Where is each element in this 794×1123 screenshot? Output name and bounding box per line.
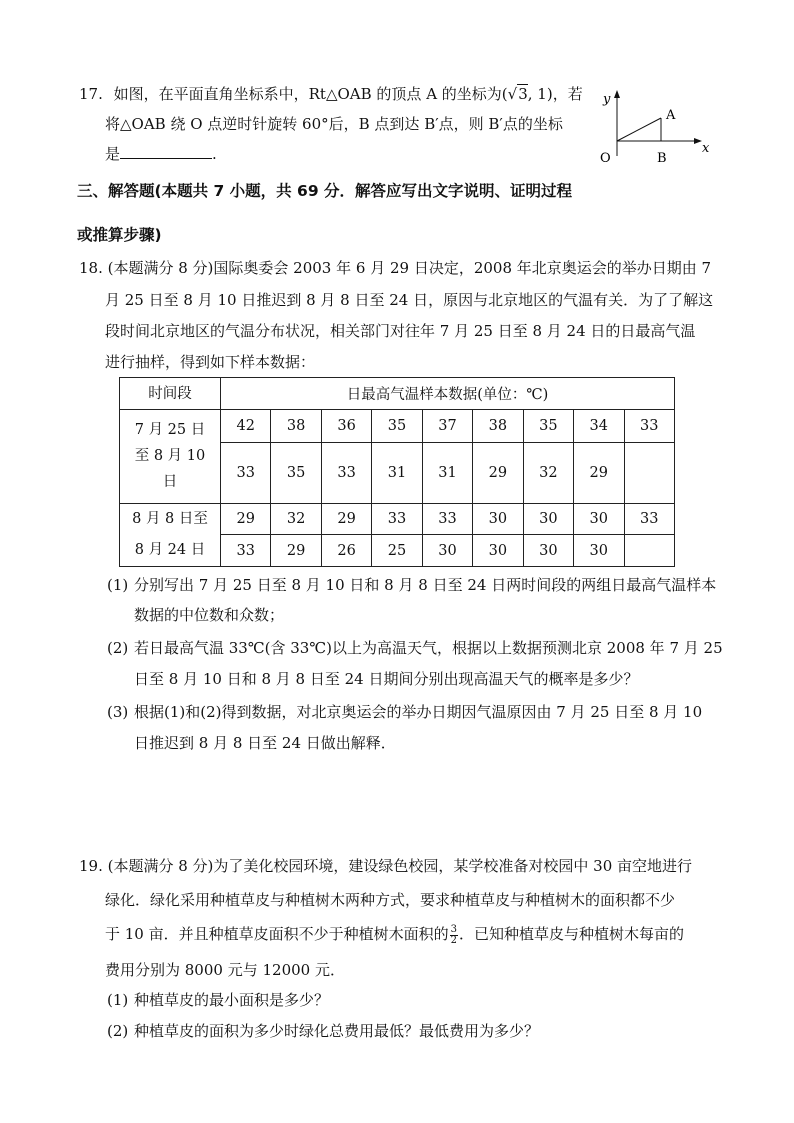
- table-cell: 36: [321, 410, 371, 443]
- q17-text-3b: .: [212, 145, 217, 163]
- q17-coordinate-figure: [592, 86, 714, 166]
- q18-sub1-line2: 数据的中位数和众数；: [134, 606, 285, 624]
- table-cell: 33: [372, 503, 422, 535]
- table-cell: [624, 535, 675, 567]
- period-1-line-2: 至 8 月 10: [134, 448, 206, 465]
- q18-sub1-number: (1): [107, 576, 129, 594]
- section3-heading-line1: 三、解答题(本题共 7 小题，共 69 分．解答应写出文字说明、证明过程: [77, 182, 573, 200]
- q18-intro-line2: 月 25 日至 8 月 10 日推迟到 8 月 8 日至 24 日，原因与北京地区的气温有关．为了了解这: [105, 291, 714, 309]
- table-cell: 33: [321, 443, 371, 503]
- q17-text-3a: 是: [105, 145, 121, 163]
- table-cell: 33: [422, 503, 472, 535]
- q17-line1: [79, 84, 583, 104]
- q19-line4: 费用分别为 8000 元与 12000 元．: [105, 961, 345, 979]
- table-cell: 38: [271, 410, 321, 443]
- q18-sub3-number: (3): [107, 703, 129, 721]
- table-cell: 25: [372, 535, 422, 567]
- table-cell: 35: [523, 410, 573, 443]
- table-cell: 31: [372, 443, 422, 503]
- q18-sub2-number: (2): [107, 639, 129, 657]
- x-axis-label: x: [702, 141, 710, 156]
- period-2-line-2: 8 月 24 日: [134, 541, 206, 558]
- q18-sub3-line2: 日推迟到 8 月 8 日至 24 日做出解释．: [134, 734, 396, 752]
- fraction-numerator: 3: [450, 923, 458, 935]
- table-cell: 30: [523, 535, 573, 567]
- table-cell: 29: [574, 443, 624, 503]
- table-cell: 32: [271, 503, 321, 535]
- table-cell: 38: [473, 410, 523, 443]
- q18-intro-line3: 段时间北京地区的气温分布状况，相关部门对往年 7 月 25 日至 8 月 24 日的日最高气温: [105, 322, 696, 340]
- period-cell-1: [120, 410, 221, 503]
- table-cell: 33: [221, 535, 271, 567]
- table-cell: 35: [271, 443, 321, 503]
- period-1-line-1: 7 月 25 日: [134, 422, 206, 439]
- col-header-period: 时间段: [120, 378, 221, 410]
- q19-line1: 19. (本题满分 8 分)为了美化校园环境，建设绿色校园，某学校准备对校园中 30 亩空地进行: [79, 857, 693, 875]
- q18-sub2-line2: 日至 8 月 10 日和 8 月 8 日至 24 日期间分别出现高温天气的概率是多少？: [134, 670, 639, 688]
- q18-intro-line4: 进行抽样，得到如下样本数据：: [105, 353, 316, 371]
- q19-line3: [105, 924, 684, 946]
- table-cell: 29: [221, 503, 271, 535]
- table-cell: 29: [271, 535, 321, 567]
- table-cell: 42: [221, 410, 271, 443]
- q19-sub1-number: (1): [107, 991, 129, 1009]
- q18-sub3-line1: 根据(1)和(2)得到数据，对北京奥运会的举办日期因气温原因由 7 月 25 日至 8 月 10: [134, 703, 703, 721]
- fraction-three-halves: [450, 925, 458, 946]
- point-O-label: O: [600, 151, 611, 166]
- table-cell: 34: [574, 410, 624, 443]
- q17-number: 17.: [79, 85, 103, 103]
- segment-OA: [617, 118, 661, 141]
- q19-text-3a: 于 10 亩．并且种植草皮面积不少于种植树木面积的: [105, 925, 449, 943]
- answer-blank[interactable]: [120, 144, 212, 159]
- table-cell: 30: [422, 535, 472, 567]
- sqrt-argument: 3: [518, 85, 528, 103]
- period-cell-2: [120, 503, 221, 566]
- table-cell: 33: [624, 410, 675, 443]
- table-cell: 35: [372, 410, 422, 443]
- q18-sub2-line1: 若日最高气温 33℃(含 33℃)以上为高温天气，根据以上数据预测北京 2008 年 7 月 25: [134, 639, 723, 657]
- table-cell: 29: [473, 443, 523, 503]
- table-cell: 33: [221, 443, 271, 503]
- col-header-data: 日最高气温样本数据(单位：℃): [221, 378, 675, 410]
- q19-sub2-text: 种植草皮的面积为多少时绿化总费用最低？最低费用为多少？: [134, 1022, 540, 1040]
- sqrt-symbol: √: [507, 85, 518, 103]
- table-cell: 30: [523, 503, 573, 535]
- q19-sub1-text: 种植草皮的最小面积是多少？: [134, 991, 330, 1009]
- table-cell: 30: [473, 535, 523, 567]
- x-axis-arrow: [694, 138, 702, 144]
- q17-line3: [105, 144, 217, 164]
- table-row: [120, 503, 675, 535]
- q19-line2: 绿化．绿化采用种植草皮与种植树木两种方式，要求种植草皮与种植树木的面积都不少: [105, 891, 676, 909]
- temperature-table: [119, 377, 675, 567]
- q18-intro-line1: 18. (本题满分 8 分)国际奥委会 2003 年 6 月 29 日决定，2008 年北京奥运会的举办日期由 7: [79, 259, 712, 277]
- table-cell: 26: [321, 535, 371, 567]
- table-cell: [624, 443, 675, 503]
- section3-heading-line2: 或推算步骤): [77, 226, 162, 244]
- q17-line2: 将△OAB 绕 O 点逆时针旋转 60°后，B 点到达 B′点，则 B′点的坐标: [105, 115, 563, 133]
- q19-text-3b: ．已知种植草皮与种植树木每亩的: [459, 925, 685, 943]
- y-axis-label: y: [603, 92, 611, 107]
- fraction-denominator: 2: [450, 934, 458, 946]
- y-axis-arrow: [614, 90, 620, 98]
- table-header-row: [120, 378, 675, 410]
- point-A-label: A: [666, 108, 676, 123]
- q17-text-1b: , 1)，若: [527, 85, 583, 103]
- period-2-line-1: 8 月 8 日至: [132, 510, 208, 527]
- table-cell: 30: [473, 503, 523, 535]
- table-cell: 33: [624, 503, 675, 535]
- q17-text-1a: 如图，在平面直角坐标系中，Rt△OAB 的顶点 A 的坐标为(: [113, 85, 508, 103]
- point-B-label: B: [657, 151, 667, 166]
- table-cell: 30: [574, 535, 624, 567]
- table-cell: 31: [422, 443, 472, 503]
- table-cell: 37: [422, 410, 472, 443]
- table-cell: 30: [574, 503, 624, 535]
- table-cell: 32: [523, 443, 573, 503]
- table-row: [120, 410, 675, 443]
- q19-sub2-number: (2): [107, 1022, 129, 1040]
- table-cell: 29: [321, 503, 371, 535]
- period-1-line-3: 日: [162, 474, 178, 491]
- q18-sub1-line1: 分别写出 7 月 25 日至 8 月 10 日和 8 月 8 日至 24 日两时间段的两组日最高气温样本: [134, 576, 717, 594]
